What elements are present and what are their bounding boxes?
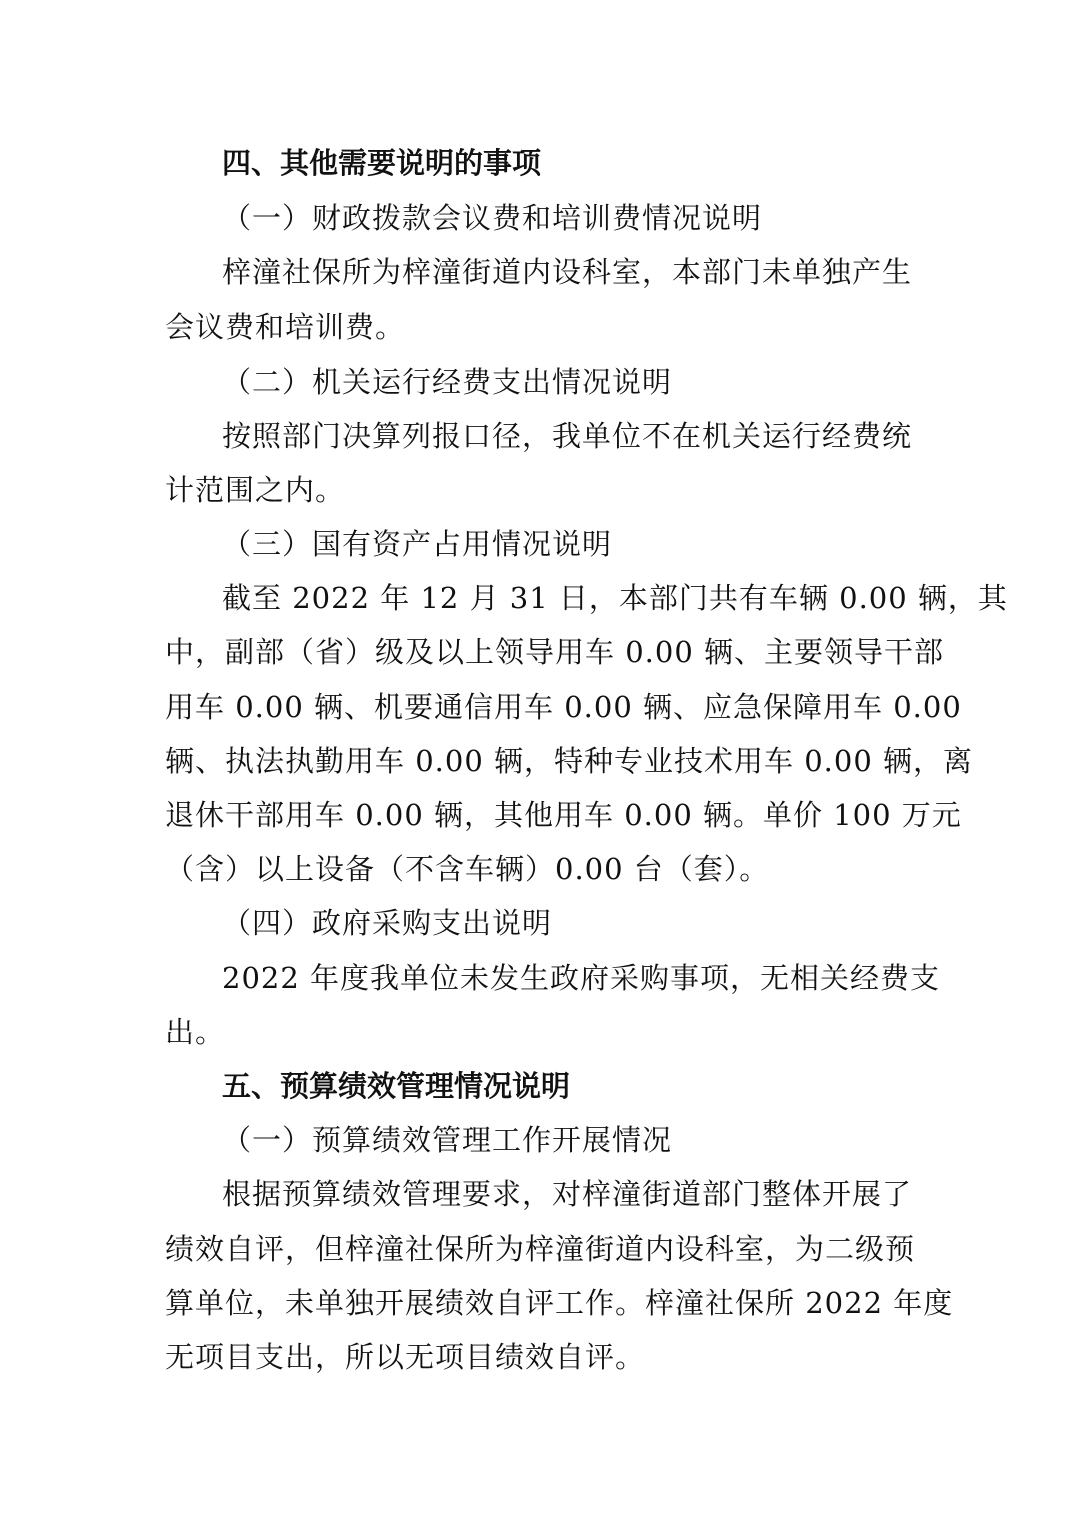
- paragraph-line: 梓潼社保所为梓潼街道内设科室，本部门未单独产生: [222, 255, 913, 289]
- paragraph-line: 会议费和培训费。: [165, 310, 406, 344]
- subsection-4-4-heading: （四）政府采购支出说明: [222, 906, 553, 940]
- subsection-5-1-heading: （一）预算绩效管理工作开展情况: [222, 1123, 673, 1157]
- subsection-4-1-heading: （一）财政拨款会议费和培训费情况说明: [222, 201, 763, 235]
- paragraph-line: 按照部门决算列报口径，我单位不在机关运行经费统: [222, 419, 913, 453]
- paragraph-line: （含）以上设备（不含车辆）0.00 台（套）。: [165, 852, 770, 886]
- paragraph-line: 根据预算绩效管理要求，对梓潼街道部门整体开展了: [222, 1177, 913, 1211]
- paragraph-line: 绩效自评，但梓潼社保所为梓潼街道内设科室，为二级预: [165, 1232, 916, 1266]
- subsection-4-3-heading: （三）国有资产占用情况说明: [222, 527, 613, 561]
- paragraph-line: 计范围之内。: [165, 473, 346, 507]
- paragraph-line: 2022 年度我单位未发生政府采购事项，无相关经费支: [222, 961, 941, 995]
- paragraph-line: 无项目支出，所以无项目绩效自评。: [165, 1340, 646, 1374]
- paragraph-line: 退休干部用车 0.00 辆，其他用车 0.00 辆。单价 100 万元: [165, 798, 962, 832]
- paragraph-line: 截至 2022 年 12 月 31 日，本部门共有车辆 0.00 辆，其: [222, 581, 1008, 615]
- paragraph-line: 辆、执法执勤用车 0.00 辆，特种专业技术用车 0.00 辆，离: [165, 744, 974, 778]
- paragraph-line: 中，副部（省）级及以上领导用车 0.00 辆、主要领导干部: [165, 635, 945, 669]
- section-4-heading: 四、其他需要说明的事项: [222, 146, 542, 180]
- paragraph-line: 算单位，未单独开展绩效自评工作。梓潼社保所 2022 年度: [165, 1286, 954, 1320]
- paragraph-line: 出。: [165, 1015, 226, 1049]
- subsection-4-2-heading: （二）机关运行经费支出情况说明: [222, 365, 673, 399]
- paragraph-line: 用车 0.00 辆、机要通信用车 0.00 辆、应急保障用车 0.00: [165, 690, 962, 724]
- section-5-heading: 五、预算绩效管理情况说明: [222, 1069, 571, 1103]
